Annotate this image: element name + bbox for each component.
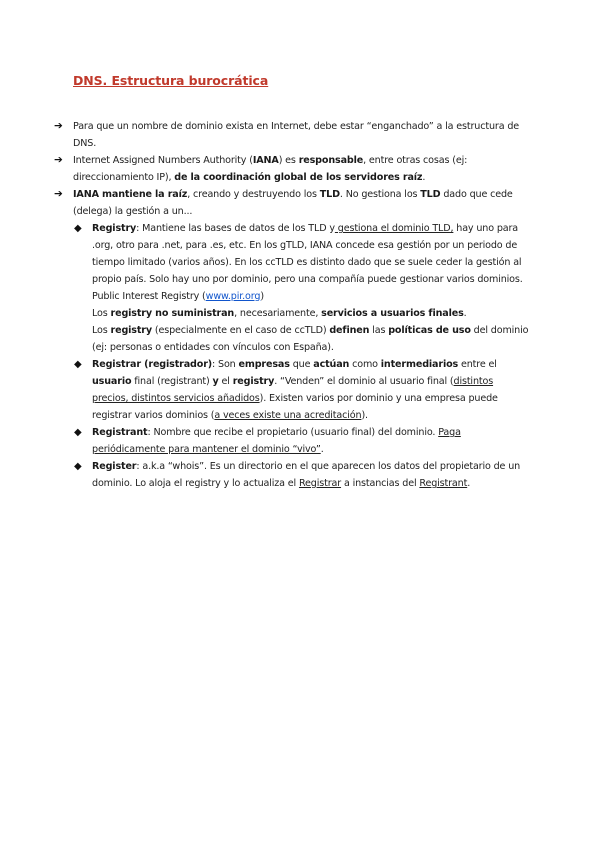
sub-list-item: ◆ Registry: Mantiene las bases de datos de los TLD y gestiona el dominio TLD, hay uno para .org, otro para .net, para .es, etc. En los gTLD, IANA concede esa gestión por un periodo de tiempo limitado (varios años). En los ccTLD es distinto dado que se suele ceder la gestión al propio país. Solo hay uno por dominio, pero una compañía puede gestionar varios dominios. Public Interest Registry (www.pir.org) Los registry no suministran, necesariamente, servicios a usuarios finales. Los registry (especialmente en el caso de ccTLD) definen las políticas de uso del dominio (ej: personas o entidades con vínculos con España). <box>54 220 530 356</box>
arrow-icon: ➔ <box>54 188 63 200</box>
list-item: ➔ IANA mantiene la raíz, creando y destruyendo los TLD. No gestiona los TLD dado que cede (delega) la gestión a un... <box>54 188 513 217</box>
registry-paragraph-2: Los registry no suministran, necesariamente, servicios a usuarios finales. <box>92 308 467 319</box>
diamond-bullet-icon: ◆ <box>74 427 82 438</box>
arrow-icon: ➔ <box>54 154 63 166</box>
arrow-icon: ➔ <box>54 120 63 132</box>
diamond-bullet-icon: ◆ <box>74 223 82 234</box>
content <box>54 118 530 492</box>
diamond-bullet-icon: ◆ <box>74 461 82 472</box>
sub-list-item: ◆ Registrar (registrador): Son empresas que actúan como intermediarios entre el usuario final (registrant) y el registry. “Venden” el dominio al usuario final (distintos precios, distintos servicios añadidos). Existen varios por dominio y una empresa puede registrar varios dominios (a veces existe una acreditación). <box>54 356 530 424</box>
list-item: ➔ Internet Assigned Numbers Authority (IANA) es responsable, entre otras cosas (ej: direccionamiento IP), de la coordinación global de los servidores raíz. <box>54 154 468 183</box>
sub-list-item: ◆ Register: a.k.a “whois”. Es un directorio en el que aparecen los datos del propietario de un dominio. Lo aloja el registry y lo actualiza el Registrar a instancias del Registrant. <box>54 458 530 492</box>
pir-link[interactable]: www.pir.org <box>205 291 261 302</box>
diamond-bullet-icon: ◆ <box>74 359 82 370</box>
registry-paragraph-3: Los registry (especialmente en el caso de ccTLD) definen las políticas de uso del dominio (ej: personas o entidades con vínculos con España). <box>92 325 529 353</box>
sub-list-item: ◆ Registrant: Nombre que recibe el propietario (usuario final) del dominio. Paga periódicamente para mantener el dominio “vivo”. <box>54 424 530 458</box>
list-item: ➔ Para que un nombre de dominio exista en Internet, debe estar “enganchado” a la estructura de DNS. <box>54 120 520 149</box>
page-title: DNS. Estructura burocrática <box>73 73 269 88</box>
